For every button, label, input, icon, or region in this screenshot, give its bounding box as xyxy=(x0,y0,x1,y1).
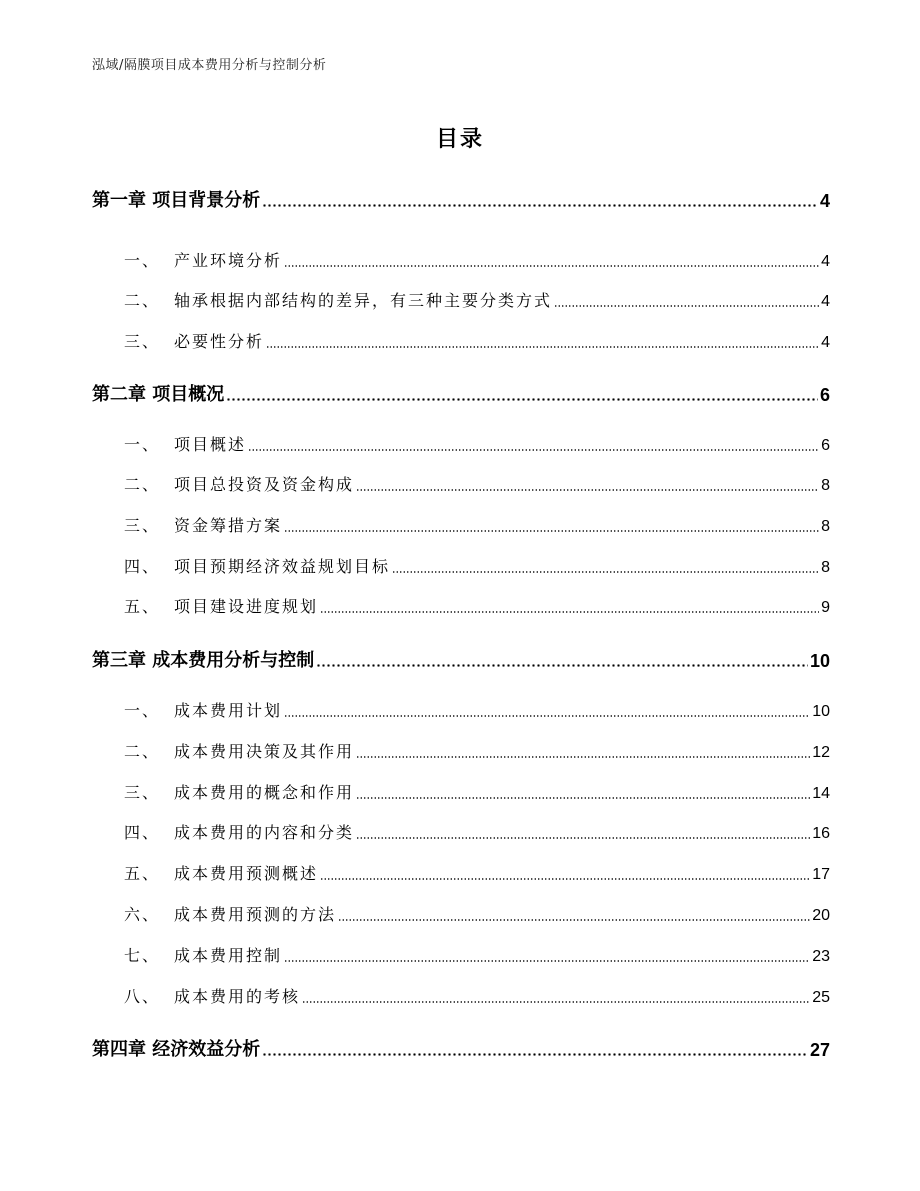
toc-section-label: 成本费用的考核 xyxy=(174,987,301,1006)
toc-section-label: 成本费用的内容和分类 xyxy=(174,823,355,842)
toc-section-label: 项目预期经济效益规划目标 xyxy=(174,557,391,576)
toc-section-number: 五、 xyxy=(124,864,161,883)
toc-leader-dots xyxy=(320,878,810,880)
toc-section[interactable] xyxy=(92,698,830,721)
toc-section-number: 四、 xyxy=(124,557,161,576)
toc-leader-dots xyxy=(284,960,810,962)
toc-section-label: 成本费用决策及其作用 xyxy=(174,742,355,761)
toc-leader-dots xyxy=(302,1001,810,1003)
toc-section-number: 二、 xyxy=(124,291,161,310)
toc-leader-dots xyxy=(284,265,819,267)
page-title: 目录 xyxy=(435,127,484,152)
toc-section-number: 三、 xyxy=(124,783,161,802)
toc-leader-dots xyxy=(316,664,808,667)
toc-section-number: 六、 xyxy=(124,905,161,924)
toc-leader-dots xyxy=(266,346,819,348)
toc-section[interactable] xyxy=(92,248,830,271)
toc-section[interactable] xyxy=(92,739,830,762)
toc-section-number: 八、 xyxy=(124,987,161,1006)
toc-page-number: 16 xyxy=(812,825,830,842)
toc-page-number: 4 xyxy=(821,293,830,310)
toc-leader-dots xyxy=(356,797,810,799)
toc-section[interactable] xyxy=(92,288,830,311)
toc-section-number: 一、 xyxy=(124,251,161,270)
toc-section-number: 三、 xyxy=(124,516,161,535)
toc-chapter-2[interactable] xyxy=(92,380,830,406)
toc-page-number: 6 xyxy=(819,385,830,405)
toc-section-label: 产业环境分析 xyxy=(174,251,283,270)
toc-section[interactable] xyxy=(92,902,830,925)
toc-section[interactable] xyxy=(92,780,830,803)
toc-page-number: 12 xyxy=(812,744,830,761)
toc-section[interactable] xyxy=(92,820,830,843)
toc-page-number: 9 xyxy=(821,599,830,616)
toc-page-number: 14 xyxy=(812,785,830,802)
toc-page-number: 4 xyxy=(819,191,830,211)
toc-section-label: 成本费用控制 xyxy=(174,946,283,965)
toc-leader-dots xyxy=(262,1053,808,1056)
toc-section[interactable] xyxy=(92,472,830,495)
toc-page-number: 25 xyxy=(812,989,830,1006)
toc-page-number: 6 xyxy=(821,437,830,454)
toc-page-number: 27 xyxy=(809,1040,830,1060)
toc-section[interactable] xyxy=(92,554,830,577)
toc-chapter-4[interactable] xyxy=(92,1035,830,1061)
toc-section-number: 五、 xyxy=(124,597,161,616)
toc-section-number: 一、 xyxy=(124,435,161,454)
toc-section-number: 四、 xyxy=(124,823,161,842)
toc-leader-dots xyxy=(284,530,819,532)
running-header: 泓域/隔膜项目成本费用分析与控制分析 xyxy=(92,58,327,73)
toc-section[interactable] xyxy=(92,861,830,884)
toc-page-number: 10 xyxy=(812,703,830,720)
toc-page-number: 8 xyxy=(821,477,830,494)
toc-section[interactable] xyxy=(92,594,830,617)
toc-chapter-label: 第三章 成本费用分析与控制 xyxy=(92,650,315,671)
toc-leader-dots xyxy=(262,204,818,207)
toc-chapter-label: 第一章 项目背景分析 xyxy=(92,190,261,211)
toc-section[interactable] xyxy=(92,432,830,455)
toc-leader-dots xyxy=(356,756,810,758)
toc-section-label: 项目概述 xyxy=(174,435,247,454)
toc-page-number: 23 xyxy=(812,948,830,965)
toc-leader-dots xyxy=(356,837,810,839)
toc-section-number: 一、 xyxy=(124,701,161,720)
toc-section-label: 成本费用预测概述 xyxy=(174,864,319,883)
toc-page-number: 10 xyxy=(809,651,830,671)
toc-section-number: 二、 xyxy=(124,742,161,761)
toc-section-number: 七、 xyxy=(124,946,161,965)
toc-section-label: 成本费用计划 xyxy=(174,701,283,720)
toc-leader-dots xyxy=(226,398,818,401)
toc-section-number: 三、 xyxy=(124,332,161,351)
toc-section-label: 成本费用的概念和作用 xyxy=(174,783,355,802)
toc-page-number: 4 xyxy=(821,334,830,351)
toc-leader-dots xyxy=(338,919,810,921)
toc-leader-dots xyxy=(320,611,819,613)
toc-chapter-label: 第四章 经济效益分析 xyxy=(92,1039,261,1060)
toc-chapter-1[interactable] xyxy=(92,186,830,212)
toc-page-number: 20 xyxy=(812,907,830,924)
toc-section[interactable] xyxy=(92,943,830,966)
toc-section-label: 资金筹措方案 xyxy=(174,516,283,535)
toc-chapter-3[interactable] xyxy=(92,646,830,672)
toc-page-number: 8 xyxy=(821,559,830,576)
toc-leader-dots xyxy=(392,571,819,573)
toc-page-number: 17 xyxy=(812,866,830,883)
toc-section-label: 成本费用预测的方法 xyxy=(174,905,337,924)
toc-leader-dots xyxy=(356,489,819,491)
toc-section-label: 项目总投资及资金构成 xyxy=(174,475,355,494)
toc-page-number: 4 xyxy=(821,253,830,270)
toc-chapter-label: 第二章 项目概况 xyxy=(92,384,225,405)
toc-leader-dots xyxy=(248,449,819,451)
toc-leader-dots xyxy=(284,715,810,717)
toc-leader-dots xyxy=(554,305,819,307)
toc-section[interactable] xyxy=(92,329,830,352)
toc-section-label: 项目建设进度规划 xyxy=(174,597,319,616)
toc-section[interactable] xyxy=(92,984,830,1007)
toc-page-number: 8 xyxy=(821,518,830,535)
toc-section-number: 二、 xyxy=(124,475,161,494)
toc-section-label: 轴承根据内部结构的差异，有三种主要分类方式 xyxy=(174,291,553,310)
toc-section[interactable] xyxy=(92,513,830,536)
toc-section-label: 必要性分析 xyxy=(174,332,265,351)
